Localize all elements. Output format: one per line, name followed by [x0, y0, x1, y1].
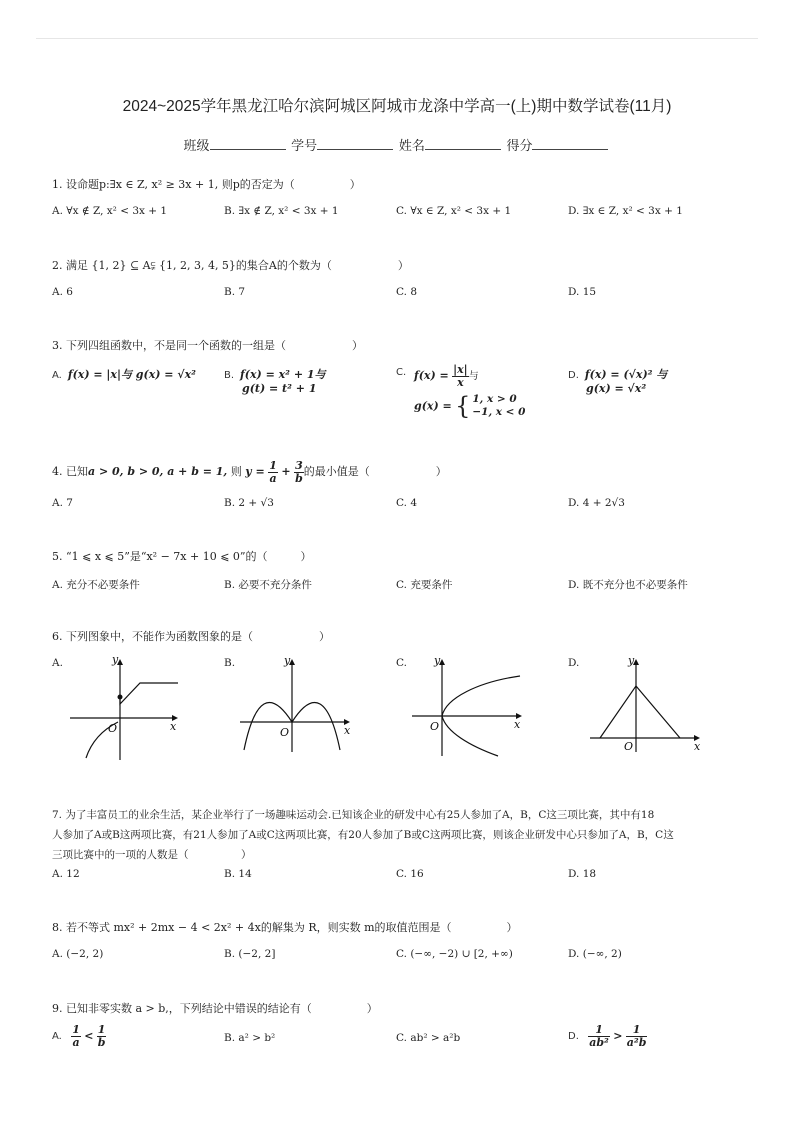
- q6-graph-c[interactable]: [408, 652, 528, 760]
- q7-line-3: 三项比赛中的一项的人数是（ ）: [52, 849, 252, 861]
- q4-fraction-2: $\frac{3}{b}$: [295, 459, 303, 485]
- q9-d-relation: >: [613, 1029, 623, 1043]
- question-3-stem: 3. 下列四组函数中，不是同一个函数的一组是（ ）: [52, 339, 363, 352]
- q7-option-d[interactable]: D. 18: [568, 868, 597, 880]
- name-label: 姓名: [398, 138, 425, 153]
- q2-option-d[interactable]: D. 15: [568, 286, 597, 298]
- q5-option-a[interactable]: A. 充分不必要条件: [52, 579, 140, 591]
- q7-option-c[interactable]: C. 16: [396, 868, 424, 880]
- q4-plus: +: [281, 465, 291, 479]
- student-info-row: [0, 135, 794, 154]
- question-5-stem: 5. “1 ⩽ x ⩽ 5”是“x² − 7x + 10 ⩽ 0”的（ ）: [52, 550, 312, 563]
- question-6-stem: 6. 下列图象中，不能作为函数图象的是（ ）: [52, 630, 330, 643]
- question-7-stem: [52, 805, 742, 865]
- q3-option-a[interactable]: [52, 366, 196, 382]
- q3-d-label: D.: [568, 370, 579, 381]
- score-label: 得分: [506, 138, 533, 153]
- q5-option-b[interactable]: B. 必要不充分条件: [224, 579, 312, 591]
- q6-graph-b[interactable]: [236, 652, 356, 754]
- question-9-stem: 9. 已知非零实数 a > b,，下列结论中错误的结论有（ ）: [52, 1002, 378, 1015]
- question-2-stem: 2. 满足 {1, 2} ⊆ A⫋ {1, 2, 3, 4, 5}的集合A的个数为（ ）: [52, 259, 409, 272]
- q7-option-b[interactable]: B. 14: [224, 868, 252, 880]
- number-blank[interactable]: [317, 136, 393, 150]
- q3-c-label: C.: [396, 367, 407, 378]
- q6-option-b-label[interactable]: B.: [224, 657, 236, 669]
- q3-b-label: B.: [224, 370, 235, 381]
- q9-option-a[interactable]: [52, 1024, 106, 1048]
- q1-option-d[interactable]: D. ∃x ∈ Z, x² < 3x + 1: [568, 205, 683, 217]
- q6-d-x-label: x: [694, 740, 701, 753]
- q7-line-2: 人参加了A或B这两项比赛，有21人参加了A或C这两项比赛，有20人参加了B或C这两项比赛，则该企业研发中心只参加了A，B，C这: [52, 829, 674, 841]
- q3-b-text-1: f(x) = x² + 1与: [240, 368, 326, 381]
- q6-b-x-label: x: [344, 724, 351, 737]
- q4-option-a[interactable]: A. 7: [52, 497, 73, 509]
- q6-option-d-label[interactable]: D.: [568, 657, 580, 669]
- q6-a-x-label: x: [170, 720, 177, 733]
- q3-a-text: f(x) = |x|与 g(x) = √x²: [67, 368, 196, 381]
- q8-option-d[interactable]: D. (−∞, 2): [568, 948, 622, 960]
- q3-c-g: g(x) =: [414, 399, 452, 413]
- q7-line-1: 7. 为了丰富员工的业余生活，某企业举行了一场趣味运动会.已知该企业的研发中心有25人参加了A，B，C这三项比赛，其中有18: [52, 809, 655, 821]
- q3-option-c[interactable]: [396, 363, 526, 420]
- q3-b-text-2: g(t) = t² + 1: [242, 382, 317, 395]
- q1-option-a[interactable]: A. ∀x ∉ Z, x² < 3x + 1: [52, 205, 168, 217]
- q9-a-fraction-2: $\frac{1}{b}$: [97, 1023, 106, 1049]
- q8-option-c[interactable]: C. (−∞, −2) ∪ [2, +∞): [396, 948, 513, 960]
- q6-c-y-label: y: [434, 654, 441, 667]
- class-label: 班级: [183, 138, 210, 153]
- score-blank[interactable]: [532, 136, 608, 150]
- q4-option-b[interactable]: B. 2 + √3: [224, 497, 274, 509]
- number-label: 学号: [291, 138, 318, 153]
- question-8-stem: 8. 若不等式 mx² + 2mx − 4 < 2x² + 4x的解集为 R，则实数 m的取值范围是（ ）: [52, 921, 518, 934]
- q3-d-text-1: f(x) = (√x)² 与: [584, 368, 668, 381]
- q3-option-b[interactable]: [224, 366, 326, 395]
- q9-a-fraction-1: $\frac{1}{a}$: [72, 1023, 80, 1049]
- question-4-stem: [52, 460, 447, 484]
- q3-c-yu: 与: [468, 371, 479, 383]
- q1-option-b[interactable]: B. ∃x ∉ Z, x² < 3x + 1: [224, 205, 339, 217]
- q9-d-fraction-1: $\frac{1}{\text{ab²}}$: [589, 1023, 609, 1049]
- q3-c-cases: 1, x > 0 −1, x < 0: [472, 393, 526, 418]
- q6-option-c-label[interactable]: C.: [396, 657, 407, 669]
- q6-d-y-label: y: [628, 654, 635, 667]
- class-blank[interactable]: [210, 136, 286, 150]
- q6-c-origin: O: [430, 720, 440, 733]
- q6-a-origin: O: [108, 722, 118, 735]
- q9-a-relation: <: [84, 1029, 94, 1043]
- q5-option-c[interactable]: C. 充要条件: [396, 579, 453, 591]
- q4-fraction-1: $\frac{1}{a}$: [269, 459, 277, 485]
- q8-option-b[interactable]: B. (−2, 2]: [224, 948, 276, 960]
- q9-option-c[interactable]: C. ab² > a²b: [396, 1032, 461, 1044]
- q2-option-a[interactable]: A. 6: [52, 286, 73, 298]
- header-rule: [36, 38, 758, 39]
- q3-option-d[interactable]: [568, 366, 667, 395]
- q3-c-brace: {: [455, 392, 471, 420]
- q6-b-origin: O: [280, 726, 290, 739]
- q4-option-c[interactable]: C. 4: [396, 497, 418, 509]
- q6-graph-d[interactable]: [580, 652, 710, 756]
- q6-b-y-label: y: [284, 654, 291, 667]
- page-title: 2024~2025学年黑龙江哈尔滨阿城区阿城市龙涤中学高一(上)期中数学试卷(11月): [122, 98, 672, 115]
- name-blank[interactable]: [425, 136, 501, 150]
- q9-option-d[interactable]: [568, 1024, 647, 1048]
- q4-option-d[interactable]: D. 4 + 2√3: [568, 497, 625, 509]
- q5-option-d[interactable]: D. 既不充分也不必要条件: [568, 579, 688, 591]
- q6-option-a-label[interactable]: A.: [52, 657, 63, 669]
- q9-option-b[interactable]: B. a² > b²: [224, 1032, 276, 1044]
- q9-a-label: A.: [52, 1030, 62, 1042]
- q4-pre: 4. 已知: [52, 465, 88, 479]
- q3-c-fraction: $\frac{|x|}{x}$: [453, 363, 468, 389]
- q6-c-x-label: x: [514, 718, 521, 731]
- q9-d-label: D.: [568, 1030, 579, 1042]
- q7-option-a[interactable]: A. 12: [52, 868, 80, 880]
- q3-d-text-2: g(x) = √x²: [586, 382, 647, 395]
- q3-c-f: f(x) =: [414, 369, 449, 383]
- q6-a-y-label: y: [112, 653, 119, 666]
- q8-option-a[interactable]: A. (−2, 2): [52, 948, 104, 960]
- q4-y: y =: [245, 465, 265, 479]
- q1-option-c[interactable]: C. ∀x ∈ Z, x² < 3x + 1: [396, 205, 512, 217]
- q4-post: 的最小值是（ ）: [303, 465, 447, 479]
- q2-option-b[interactable]: B. 7: [224, 286, 246, 298]
- q4-mid: 则: [227, 465, 242, 479]
- q9-d-fraction-2: $\frac{1}{\text{a²b}}$: [626, 1023, 647, 1049]
- q4-condition: a > 0, b > 0, a + b = 1,: [88, 465, 228, 479]
- q6-graph-a[interactable]: [64, 652, 184, 764]
- question-1-stem: 1. 设命题p:∃x ∈ Z, x² ≥ 3x + 1, 则p的否定为（ ）: [52, 178, 361, 191]
- q3-a-label: A.: [52, 370, 62, 381]
- q2-option-c[interactable]: C. 8: [396, 286, 418, 298]
- q6-d-origin: O: [624, 740, 634, 753]
